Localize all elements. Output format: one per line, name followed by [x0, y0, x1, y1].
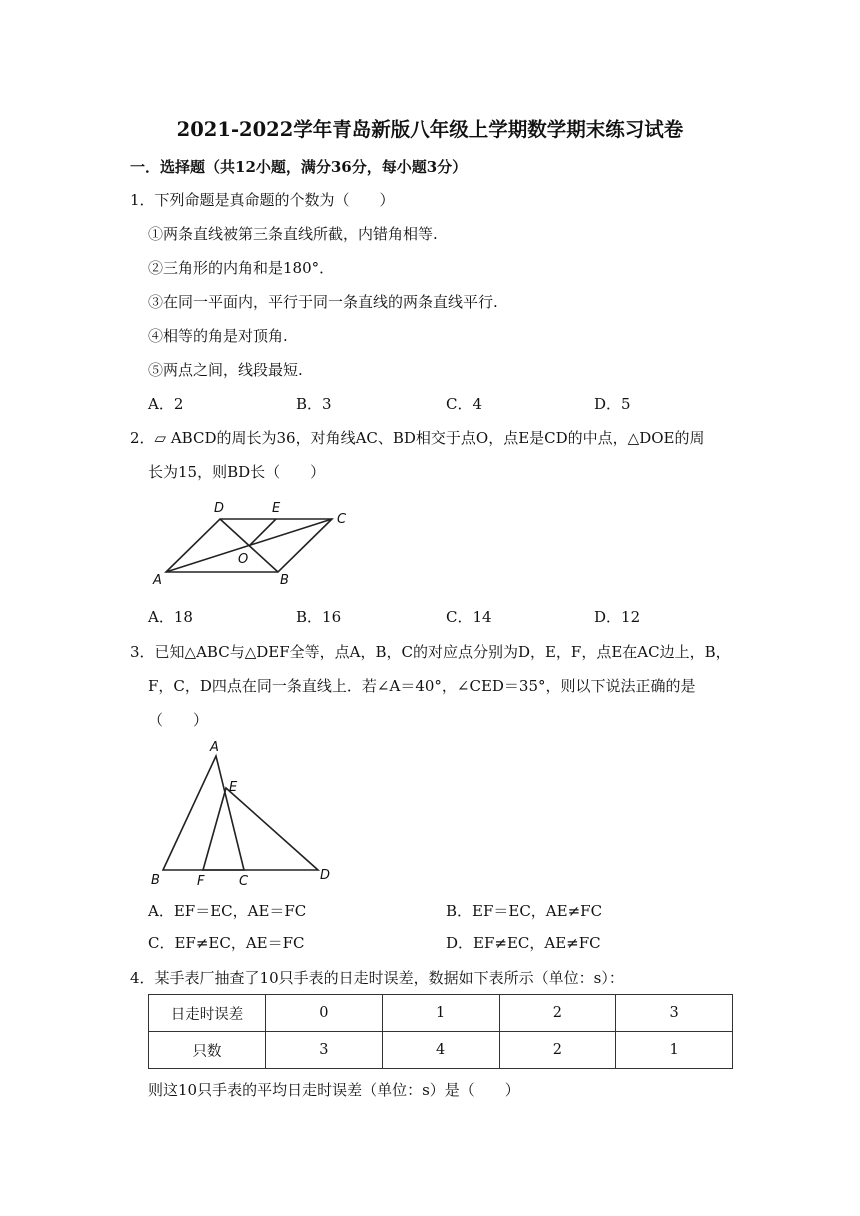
label-e: E [272, 501, 281, 516]
table-cell: 日走时误差 [149, 995, 266, 1032]
label-c: C [239, 874, 249, 888]
q3-stem-line1: 3．已知△ABC与△DEF全等，点A，B，C的对应点分别为D，E，F，点E在AC边上，B， [130, 643, 731, 661]
triangle-abc [163, 756, 244, 870]
table-cell: 1 [616, 1032, 733, 1069]
label-f: F [197, 874, 205, 888]
q1-option-c: C．4 [446, 395, 483, 413]
label-e: E [229, 780, 238, 795]
q1-statement-4: ④相等的角是对顶角. [148, 327, 288, 345]
q3-triangle-figure [146, 736, 346, 888]
table-row [149, 995, 733, 1032]
triangle-def [203, 788, 318, 870]
q2-parallelogram-figure [148, 495, 358, 590]
label-d: D [214, 501, 225, 516]
table-row [149, 1032, 733, 1069]
table-cell: 0 [266, 995, 383, 1032]
table-cell: 4 [382, 1032, 499, 1069]
q2-stem-line1: 2．▱ ABCD的周长为36，对角线AC、BD相交于点O，点E是CD的中点，△DOE的周 [130, 429, 705, 447]
label-a: A [210, 740, 219, 755]
table-cell: 3 [266, 1032, 383, 1069]
label-c: C [337, 512, 347, 527]
q2-stem-line2: 长为15，则BD长（ ） [148, 463, 326, 481]
q4-data-table [148, 994, 733, 1069]
q1-statement-5: ⑤两点之间，线段最短. [148, 361, 303, 379]
label-o: O [238, 552, 249, 567]
q1-option-b: B．3 [296, 395, 332, 413]
q1-stem: 1．下列命题是真命题的个数为（ ） [130, 191, 395, 209]
table-cell: 2 [499, 1032, 616, 1069]
q3-option-c: C．EF≠EC，AE＝FC [148, 934, 305, 952]
q3-option-b: B．EF＝EC，AE≠FC [446, 902, 603, 920]
q4-question: 则这10只手表的平均日走时误差（单位：s）是（ ） [148, 1081, 520, 1099]
q3-stem-line3: （ ） [148, 711, 209, 729]
section-heading: 一．选择题（共12小题，满分36分，每小题3分） [130, 158, 468, 176]
label-a: A [153, 573, 162, 588]
table-cell: 只数 [149, 1032, 266, 1069]
q2-option-b: B．16 [296, 608, 342, 626]
q1-option-a: A．2 [148, 395, 184, 413]
q1-statement-1: ①两条直线被第三条直线所截，内错角相等. [148, 225, 438, 243]
q1-statement-3: ③在同一平面内，平行于同一条直线的两条直线平行. [148, 293, 498, 311]
label-d: D [320, 868, 331, 883]
q1-option-d: D．5 [594, 395, 631, 413]
q1-statement-2: ②三角形的内角和是180°． [148, 259, 335, 277]
page-title: 2021-2022学年青岛新版八年级上学期数学期末练习试卷 [176, 118, 684, 141]
q2-option-c: C．14 [446, 608, 492, 626]
q3-option-d: D．EF≠EC，AE≠FC [446, 934, 601, 952]
q2-option-a: A．18 [148, 608, 193, 626]
table-cell: 1 [382, 995, 499, 1032]
label-b: B [280, 573, 289, 588]
q3-option-a: A．EF＝EC，AE＝FC [148, 902, 307, 920]
q4-stem: 4．某手表厂抽查了10只手表的日走时误差，数据如下表所示（单位：s）： [130, 969, 624, 987]
table-cell: 3 [616, 995, 733, 1032]
label-b: B [151, 873, 160, 888]
q2-option-d: D．12 [594, 608, 641, 626]
table-cell: 2 [499, 995, 616, 1032]
q3-stem-line2: F，C，D四点在同一条直线上．若∠A＝40°，∠CED＝35°，则以下说法正确的是 [148, 677, 696, 695]
